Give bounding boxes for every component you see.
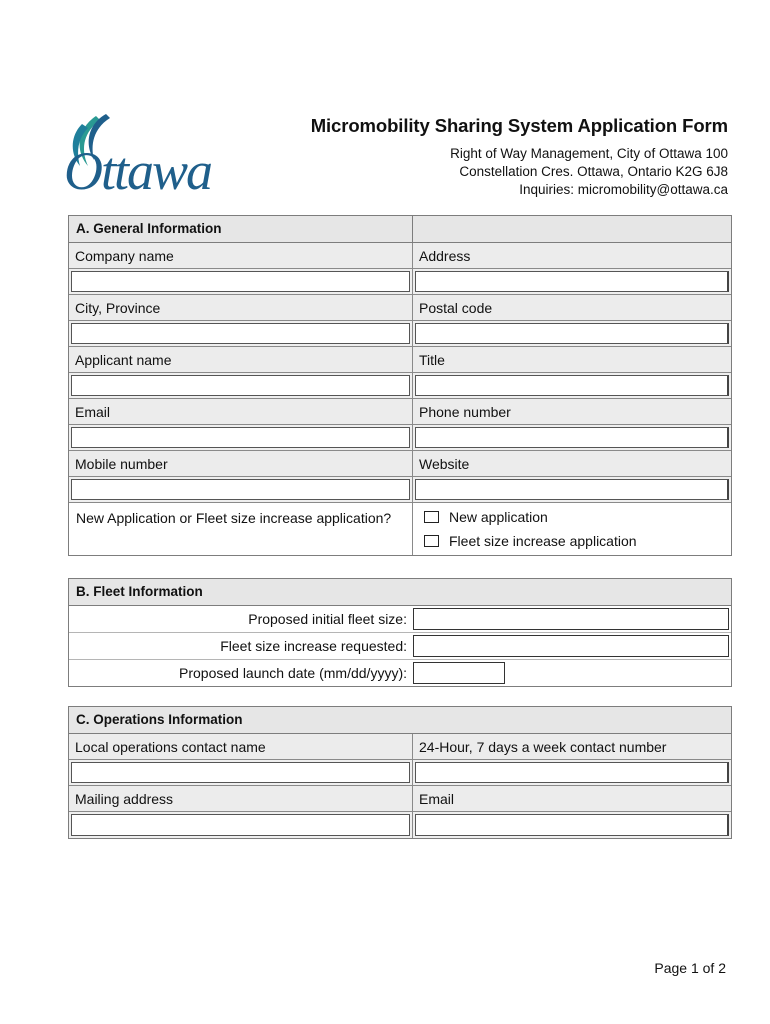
title-label: Title [413, 347, 731, 373]
section-operations-information [68, 706, 732, 839]
section-heading: B. Fleet Information [76, 584, 203, 599]
option-label: New application [449, 509, 548, 525]
phone-number-label: Phone number [413, 399, 731, 425]
city-of-ottawa-logo [64, 110, 274, 210]
applicant-name-label: Applicant name [69, 347, 412, 373]
operations-contact-input[interactable] [71, 762, 410, 783]
new-application-option[interactable] [413, 505, 731, 529]
address-line: Constellation Cres. Ottawa, Ontario K2G 6J8 [459, 164, 728, 179]
applicant-name-input[interactable] [71, 375, 410, 396]
mailing-address-label: Mailing address [69, 786, 412, 812]
section-heading: C. Operations Information [76, 712, 243, 727]
fleet-increase-input[interactable] [413, 635, 729, 657]
fleet-increase-label: Fleet size increase requested: [220, 638, 407, 654]
website-input[interactable] [415, 479, 729, 500]
checkbox-icon[interactable] [424, 535, 439, 547]
city-province-label: City, Province [69, 295, 412, 321]
email-label: Email [69, 399, 412, 425]
mailing-address-input[interactable] [71, 814, 410, 836]
launch-date-input[interactable] [413, 662, 505, 684]
contact-number-label: 24-Hour, 7 days a week contact number [413, 734, 731, 760]
operations-email-label: Email [413, 786, 731, 812]
fleet-size-increase-option[interactable] [413, 529, 731, 553]
initial-fleet-size-input[interactable] [413, 608, 729, 630]
postal-code-input[interactable] [415, 323, 729, 344]
city-province-input[interactable] [71, 323, 410, 344]
company-name-label: Company name [69, 243, 412, 269]
title-input[interactable] [415, 375, 729, 396]
address-line: Right of Way Management, City of Ottawa 100 [450, 146, 728, 161]
section-general-information [68, 215, 732, 556]
form-title: Micromobility Sharing System Application Form [310, 115, 728, 136]
phone-number-input[interactable] [415, 427, 729, 448]
email-input[interactable] [71, 427, 410, 448]
address-label: Address [413, 243, 731, 269]
mobile-number-input[interactable] [71, 479, 410, 500]
office-address [450, 145, 728, 199]
postal-code-label: Postal code [413, 295, 731, 321]
operations-email-input[interactable] [415, 814, 729, 836]
initial-fleet-size-label: Proposed initial fleet size: [248, 611, 407, 627]
website-label: Website [413, 451, 731, 477]
section-fleet-information [68, 578, 732, 687]
option-label: Fleet size increase application [449, 533, 637, 549]
address-input[interactable] [415, 271, 729, 292]
application-type-question: New Application or Fleet size increase application? [76, 510, 392, 526]
section-heading: A. General Information [69, 216, 413, 242]
logo-wordmark: Ottawa [64, 141, 212, 201]
checkbox-icon[interactable] [424, 511, 439, 523]
address-line: Inquiries: micromobility@ottawa.ca [519, 182, 728, 197]
launch-date-label: Proposed launch date (mm/dd/yyyy): [179, 665, 407, 681]
mobile-number-label: Mobile number [69, 451, 412, 477]
operations-contact-label: Local operations contact name [69, 734, 412, 760]
page-number: Page 1 of 2 [654, 960, 726, 976]
company-name-input[interactable] [71, 271, 410, 292]
contact-number-input[interactable] [415, 762, 729, 783]
